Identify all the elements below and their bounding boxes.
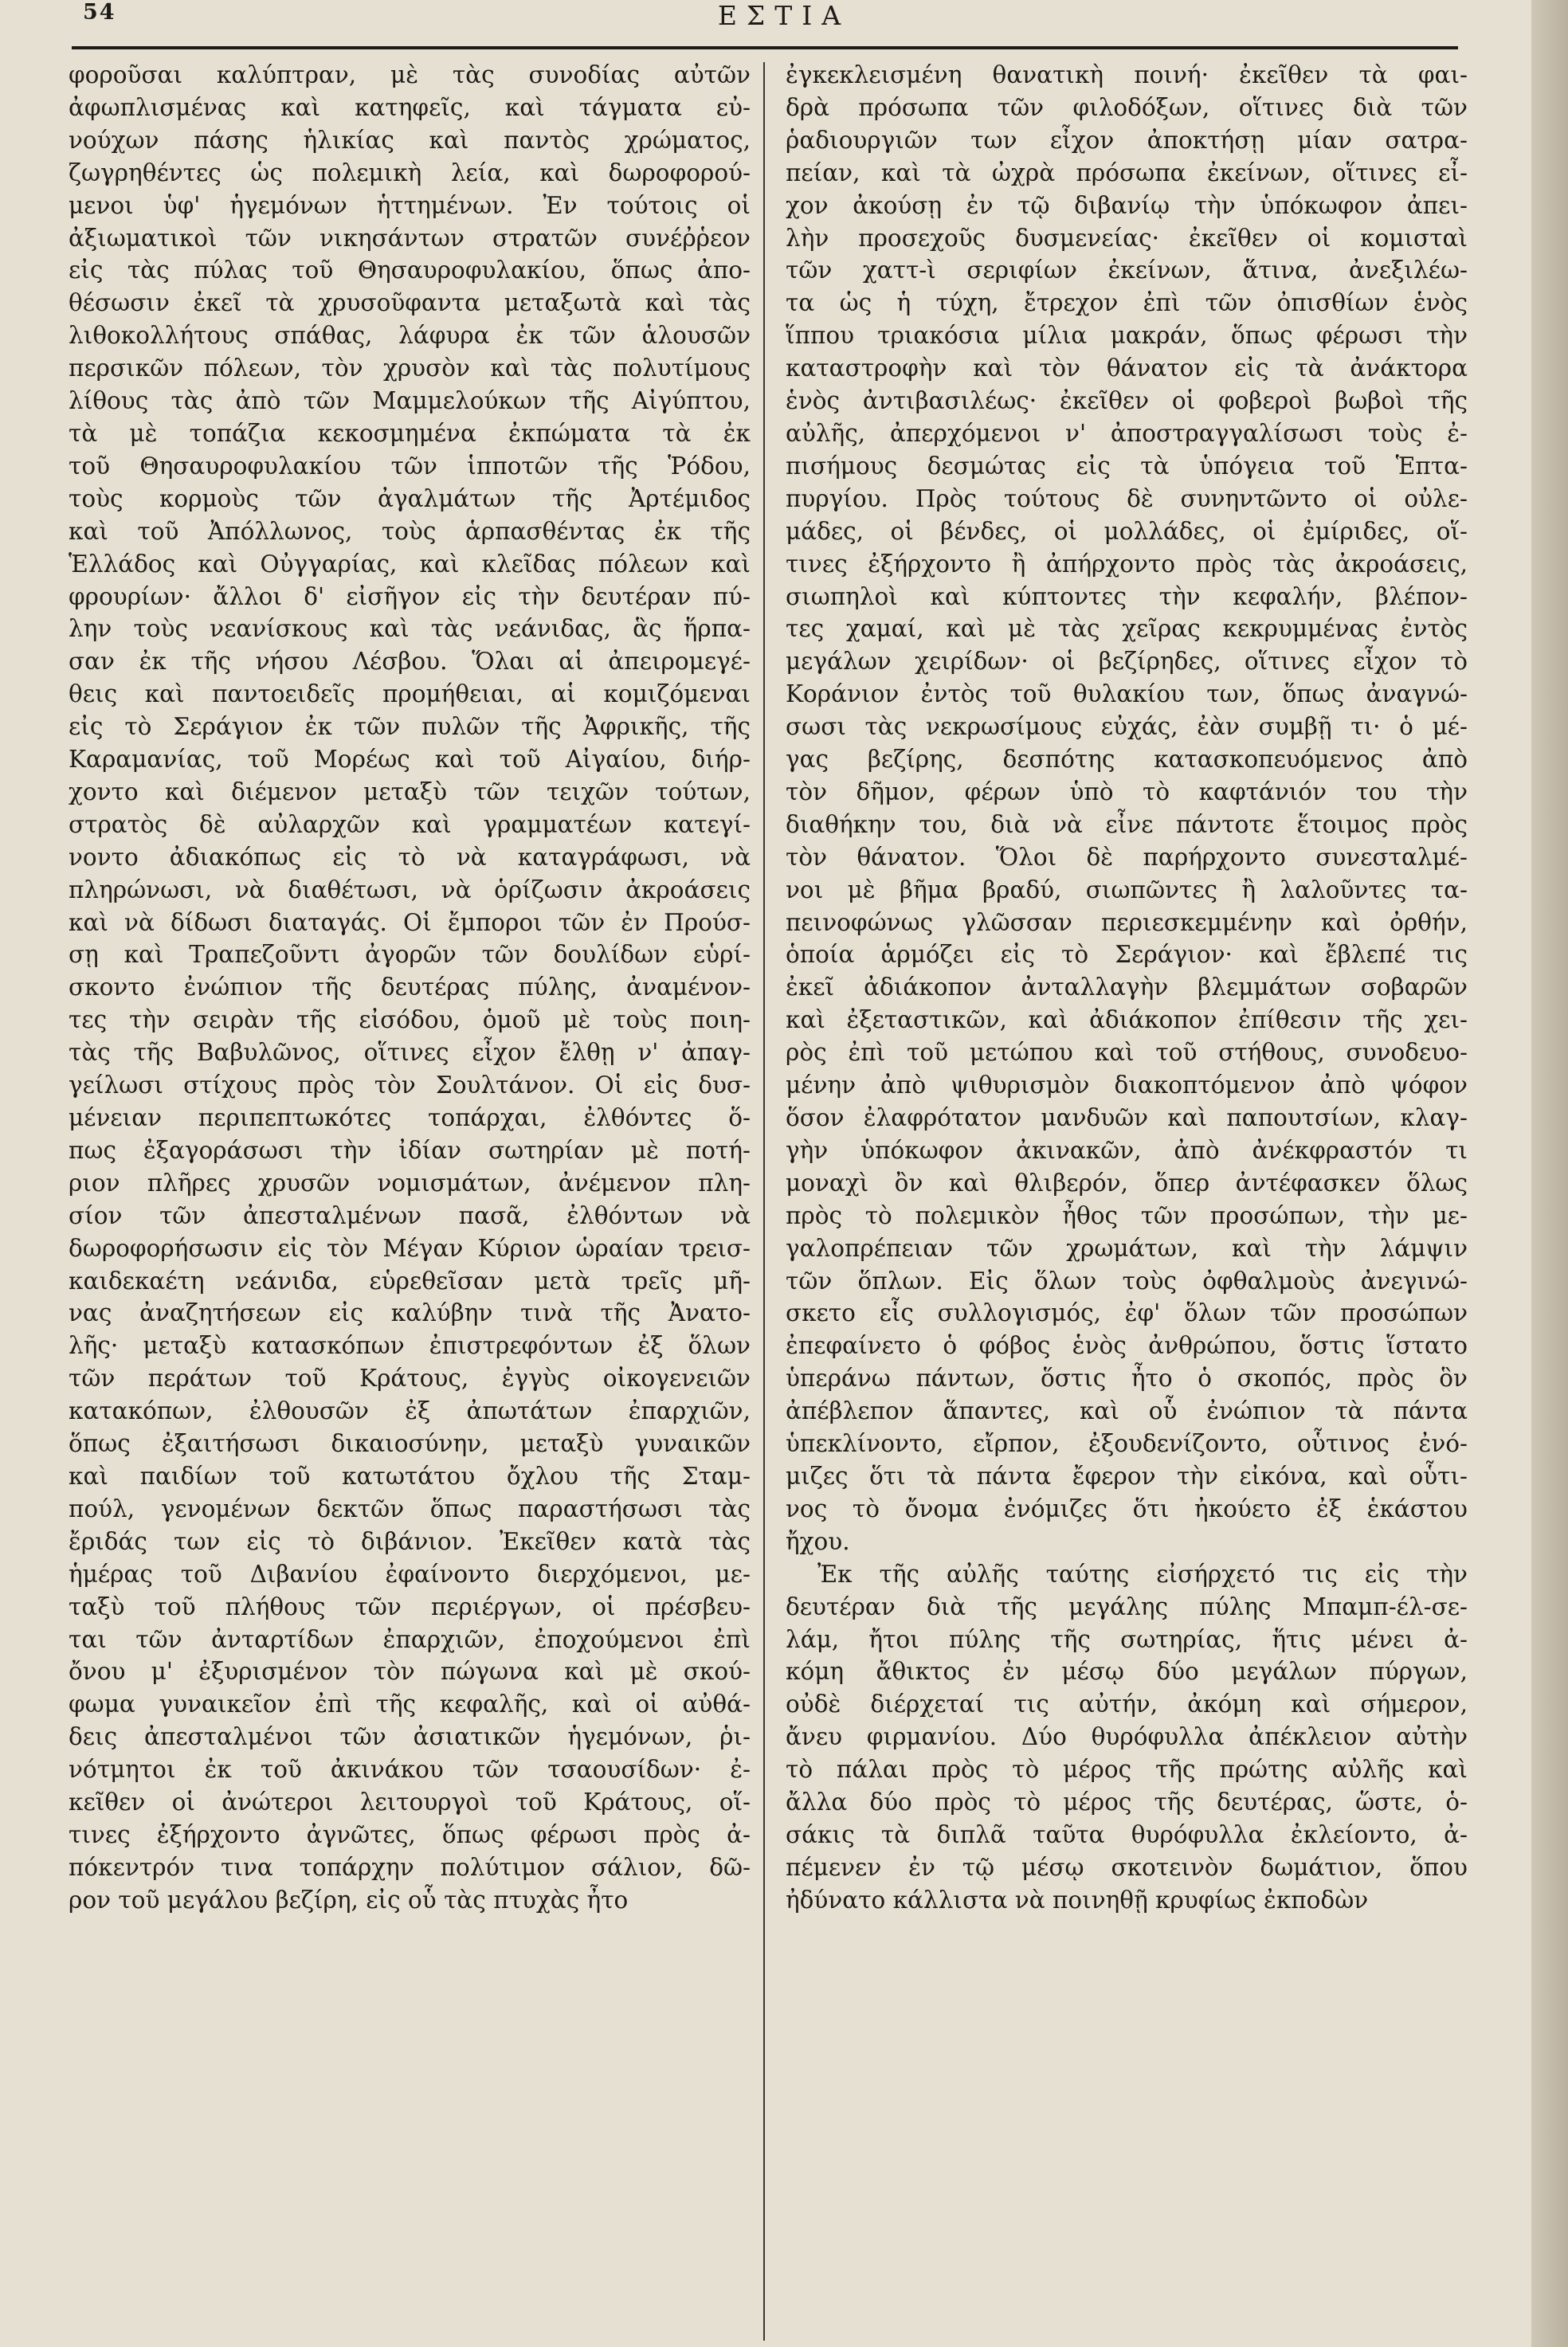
text-line: ὑπεράνω πάντων, ὅστις ἦτο ὁ σκοπός, πρὸς ὃν [786,1365,1468,1393]
text-line: Ἐκ τῆς αὐλῆς ταύτης εἰσήρχετό τις εἰς τὴν [817,1560,1468,1588]
text-line: καὶ τοῦ Ἀπόλλωνος, τοὺς ἁρπασθέντας ἐκ τῆς [69,517,751,545]
text-line: τινες ἐξήρχοντο ἢ ἀπήρχοντο πρὸς τὰς ἀκροάσεις, [786,550,1468,578]
page-header [0,0,1458,37]
text-line: ἀφωπλισμένας καὶ κατηφεῖς, καὶ τάγματα εὐ- [69,93,751,121]
text-line: ἡμέρας τοῦ Διβανίου ἐφαίνοντο διερχόμενοι, με- [69,1560,751,1588]
text-line: τῶν ὅπλων. Εἰς ὅλων τοὺς ὀφθαλμοὺς ἀνεγινώ- [786,1267,1468,1295]
page-edge [1531,0,1568,2347]
header-rule [72,46,1458,49]
text-line: ὄνου μ' ἐξυρισμένον τὸν πώγωνα καὶ μὲ σκού- [69,1658,751,1686]
text-line: σωσι τὰς νεκρωσίμους εὐχάς, ἐὰν συμβῇ τι· ὁ μέ- [786,713,1468,741]
text-line: σκετο εἷς συλλογισμός, ἐφ' ὅλων τῶν προσώπων [786,1299,1468,1327]
text-line: ἔριδάς των εἰς τὸ διβάνιον. Ἐκεῖθεν κατὰ τὰς [69,1527,751,1555]
text-line: κεῖθεν οἱ ἀνώτεροι λειτουργοὶ τοῦ Κράτους, οἵ- [69,1789,751,1816]
text-line: τα ὡς ἡ τύχη, ἔτρεχον ἐπὶ τῶν ὀπισθίων ἑνὸς [786,289,1468,317]
text-line: νοι μὲ βῆμα βραδύ, σιωπῶντες ἢ λαλοῦντες τα- [786,876,1468,903]
text-line: ὅπως ἐξαιτήσωσι δικαιοσύνην, μεταξὺ γυναικῶν [69,1430,751,1458]
text-line: φρουρίων· ἄλλοι δ' εἰσῆγον εἰς τὴν δευτέραν πύ- [69,582,751,610]
text-line: καὶ ἐξεταστικῶν, καὶ ἀδιάκοπον ἐπίθεσιν τῆς χει- [786,1006,1468,1034]
text-line: σίον τῶν ἀπεσταλμένων πασᾶ, ἐλθόντων νὰ [69,1201,751,1229]
text-line: ὅσον ἐλαφρότατον μανδυῶν καὶ παπουτσίων, κλαγ- [786,1104,1468,1131]
text-line: τοῦ Θησαυροφυλακίου τῶν ἱπποτῶν τῆς Ῥόδου, [69,452,751,480]
text-line: καιδεκαέτη νεάνιδα, εὑρεθεῖσαν μετὰ τρεῖς μῆ- [69,1267,751,1295]
text-line: διαθήκην του, διὰ νὰ εἶνε πάντοτε ἕτοιμος πρὸς [786,810,1468,838]
text-line: λίθους τὰς ἀπὸ τῶν Μαμμελούκων τῆς Αἰγύπτου, [69,387,751,415]
text-line: θέσωσιν ἐκεῖ τὰ χρυσοῦφαντα μεταξωτὰ καὶ τὰς [69,289,751,317]
text-line: ἐκεῖ ἀδιάκοπον ἀνταλλαγὴν βλεμμάτων σοβαρῶν [786,974,1468,1001]
text-line: ὑπεκλίνοντο, εἴρπον, ἐξουδενίζοντο, οὗτινος ἐνό- [786,1430,1468,1458]
text-line: Καραμανίας, τοῦ Μορέως καὶ τοῦ Αἰγαίου, διήρ- [69,746,751,774]
text-line: χοντο καὶ διέμενον μεταξὺ τῶν τειχῶν τούτων, [69,778,751,805]
text-line: πείαν, καὶ τὰ ὠχρὰ πρόσωπα ἐκείνων, οἵτινες εἶ- [786,159,1468,186]
text-line: ζωγρηθέντες ὡς πολεμικὴ λεία, καὶ δωροφορού- [69,159,751,186]
text-line: ἠδύνατο κάλλιστα νὰ ποινηθῇ κρυφίως ἐκποδὼν [786,1886,1369,1914]
text-line: οὐδὲ διέρχεταί τις αὐτήν, ἀκόμη καὶ σήμερον, [786,1691,1468,1718]
left-column [69,59,751,2337]
text-line: πέμενεν ἐν τῷ μέσῳ σκοτεινὸν δωμάτιον, ὅπου [786,1853,1468,1881]
text-line: περσικῶν πόλεων, τὸν χρυσὸν καὶ τὰς πολυτίμους [69,355,751,382]
text-line: ἄνευ φιρμανίου. Δύο θυρόφυλλα ἀπέκλειον αὐτὴν [786,1723,1468,1751]
text-line: τὸν θάνατον. Ὅλοι δὲ παρήρχοντο συνεσταλμέ- [786,843,1468,871]
column-divider [763,62,765,2341]
text-line: Κοράνιον ἐντὸς τοῦ θυλακίου των, ὅπως ἀναγνώ- [786,680,1468,708]
text-line: τες τὴν σειρὰν τῆς εἰσόδου, ὁμοῦ μὲ τοὺς ποιη- [69,1006,751,1034]
text-line: μεγάλων χειρίδων· οἱ βεζίρηδες, οἵτινες εἶχον τὸ [786,648,1468,676]
running-title: ΕΣΤΙΑ [717,0,851,31]
text-line: μενοι ὑφ' ἡγεμόνων ἡττημένων. Ἐν τούτοις οἱ [69,191,751,219]
text-line: ριον πλῆρες χρυσῶν νομισμάτων, ἀνέμενον πλη- [69,1169,751,1197]
text-line: γαλοπρέπειαν τῶν χρωμάτων, καὶ τὴν λάμψιν [786,1234,1468,1262]
text-line: γείλωσι στίχους πρὸς τὸν Σουλτάνον. Οἱ εἰς δυσ- [69,1072,751,1099]
text-line: δευτέραν διὰ τῆς μεγάλης πύλης Μπαμπ-έλ-σε- [786,1593,1468,1620]
right-column [786,59,1468,2337]
text-line: ἵππου τριακόσια μίλια μακράν, ὅπως φέρωσι τὴν [786,322,1468,350]
text-line: αὐλῆς, ἀπερχόμενοι ν' ἀποστραγγαλίσωσι τοὺς ἐ- [786,419,1468,447]
text-line: ἑνὸς ἀντιβασιλέως· ἐκεῖθεν οἱ φοβεροὶ βωβοὶ τῆς [786,387,1468,415]
text-line: ταξὺ τοῦ πλήθους τῶν περιέργων, οἱ πρέσβευ- [69,1593,751,1620]
text-line: εἰς τὰς πύλας τοῦ Θησαυροφυλακίου, ὅπως ἀπο- [69,257,751,284]
text-line: νος τὸ ὄνομα ἐνόμιζες ὅτι ἠκούετο ἐξ ἑκάστου [786,1495,1468,1522]
text-line: πόκεντρόν τινα τοπάρχην πολύτιμον σάλιον, δῶ- [69,1853,751,1881]
text-line: κόμη ἄθικτος ἐν μέσῳ δύο μεγάλων πύργων, [786,1658,1468,1686]
text-line: πυργίου. Πρὸς τούτους δὲ συνηντῶντο οἱ οὐλε- [786,484,1468,512]
text-line: μένην ἀπὸ ψιθυρισμὸν διακοπτόμενον ἀπὸ ψόφον [786,1072,1468,1099]
text-line: ὁποία ἁρμόζει εἰς τὸ Σεράγιον· καὶ ἔβλεπέ τις [786,941,1468,969]
text-line: θεις καὶ παντοειδεῖς προμήθειαι, αἱ κομιζόμεναι [69,680,751,708]
text-line: μοναχὶ ὂν καὶ θλιβερόν, ὅπερ ἀντέφασκεν ὅλως [786,1169,1468,1197]
text-line: χον ἀκούσῃ ἐν τῷ διβανίῳ τὴν ὑπόκωφον ἀπει- [786,191,1468,219]
text-line: μένειαν περιπεπτωκότες τοπάρχαι, ἐλθόντες ὅ- [69,1104,751,1131]
text-line: ρον τοῦ μεγάλου βεζίρη, εἰς οὗ τὰς πτυχὰς ἦτο [69,1886,629,1914]
text-line: πως ἐξαγοράσωσι τὴν ἰδίαν σωτηρίαν μὲ ποτή- [69,1136,751,1164]
text-line: φοροῦσαι καλύπτραν, μὲ τὰς συνοδίας αὐτῶν [69,61,751,88]
text-line: δρὰ πρόσωπα τῶν φιλοδόξων, οἵτινες διὰ τῶν [786,93,1468,121]
text-line: τὰ μὲ τοπάζια κεκοσμημένα ἐκπώματα τὰ ἐκ [69,419,751,447]
text-line: πισήμους δεσμώτας εἰς τὰ ὑπόγεια τοῦ Ἑπτα- [786,452,1468,480]
text-line: ται τῶν ἀνταρτίδων ἐπαρχιῶν, ἐποχούμενοι ἐπὶ [69,1625,751,1653]
text-line: ῥαδιουργιῶν των εἶχον ἀποκτήσῃ μίαν σατρα- [786,126,1468,154]
text-line: πεινοφώνως γλῶσσαν περιεσκεμμένην καὶ ὀρθήν, [786,908,1468,936]
text-line: ἤχου. [786,1527,850,1555]
text-line: ἐγκεκλεισμένη θανατικὴ ποινή· ἐκεῖθεν τὰ φαι- [786,61,1468,88]
text-line: λῆς· μεταξὺ κατασκόπων ἐπιστρεφόντων ἐξ ὅλων [69,1332,751,1360]
text-line: τῶν χαττ-ὶ σεριφίων ἐκείνων, ἅτινα, ἀνεξιλέω- [786,257,1468,284]
text-line: νας ἀναζητήσεων εἰς καλύβην τινὰ τῆς Ἀνατο- [69,1299,751,1327]
text-line: σῃ καὶ Τραπεζοῦντι ἀγορῶν τῶν δουλίδων εὑρί- [69,941,751,969]
text-line: καὶ παιδίων τοῦ κατωτάτου ὄχλου τῆς Σταμ- [69,1462,751,1490]
text-line: δωροφορήσωσιν εἰς τὸν Μέγαν Κύριον ὡραίαν τρεισ- [69,1234,751,1262]
text-line: σαν ἐκ τῆς νήσου Λέσβου. Ὅλαι αἱ ἀπειρομεγέ- [69,648,751,676]
text-line: γὴν ὑπόκωφον ἀκινακῶν, ἀπὸ ἀνέκφραστόν τι [786,1136,1468,1164]
text-line: τινες ἐξήρχοντο ἀγνῶτες, ὅπως φέρωσι πρὸς ἀ- [69,1820,751,1848]
text-line: στρατὸς δὲ αὐλαρχῶν καὶ γραμματέων κατεγί- [69,810,751,838]
text-line: νούχων πάσης ἡλικίας καὶ παντὸς χρώματος, [69,126,751,154]
text-line: Ἑλλάδος καὶ Οὐγγαρίας, καὶ κλεῖδας πόλεων καὶ [69,550,751,578]
text-line: πρὸς τὸ πολεμικὸν ἦθος τῶν προσώπων, τὴν με- [786,1201,1468,1229]
text-line: νοντο ἀδιακόπως εἰς τὸ νὰ καταγράφωσι, νὰ [69,843,751,871]
text-line: σιωπηλοὶ καὶ κύπτοντες τὴν κεφαλήν, βλέπον- [786,582,1468,610]
text-line: κατακόπων, ἐλθουσῶν ἐξ ἀπωτάτων ἐπαρχιῶν, [69,1397,751,1425]
text-line: τες χαμαί, καὶ μὲ τὰς χεῖρας κεκρυμμένας ἐντὸς [786,615,1468,643]
text-line: ἀξιωματικοὶ τῶν νικησάντων στρατῶν συνέῤῥεον [69,224,751,252]
text-line: φωμα γυναικεῖον ἐπὶ τῆς κεφαλῆς, καὶ οἱ αὐθά- [69,1691,751,1718]
text-line: ρὸς ἐπὶ τοῦ μετώπου καὶ τοῦ στήθους, συνοδευο- [786,1039,1468,1067]
text-line: σάκις τὰ διπλᾶ ταῦτα θυρόφυλλα ἐκλείοντο, ἀ- [786,1820,1468,1848]
text-line: λην τοὺς νεανίσκους καὶ τὰς νεάνιδας, ἃς ἥρπα- [69,615,751,643]
text-line: γας βεζίρης, δεσπότης κατασκοπευόμενος ἀπὸ [786,746,1468,774]
text-line: νότμητοι ἐκ τοῦ ἀκινάκου τῶν τσαουσίδων· ἐ- [69,1756,751,1784]
text-line: σκοντο ἐνώπιον τῆς δευτέρας πύλης, ἀναμένον- [69,974,751,1001]
text-line: καὶ νὰ δίδωσι διαταγάς. Οἱ ἔμποροι τῶν ἐν Προύσ- [69,908,751,936]
text-line: τῶν περάτων τοῦ Κράτους, ἐγγὺς οἰκογενειῶν [69,1365,751,1393]
text-line: ἐπεφαίνετο ὁ φόβος ἑνὸς ἀνθρώπου, ὅστις ἵστατο [786,1332,1468,1360]
text-line: πούλ, γενομένων δεκτῶν ὅπως παραστήσωσι τὰς [69,1495,751,1522]
text-line: ἄλλα δύο πρὸς τὸ μέρος τῆς δευτέρας, ὥστε, ὁ- [786,1789,1468,1816]
text-line: τοὺς κορμοὺς τῶν ἀγαλμάτων τῆς Ἀρτέμιδος [69,484,751,512]
page-number: 54 [83,0,116,25]
text-line: ἀπέβλεπον ἅπαντες, καὶ οὗ ἐνώπιον τὰ πάντα [786,1397,1468,1425]
text-line: μιζες ὅτι τὰ πάντα ἔφερον τὴν εἰκόνα, καὶ οὗτι- [786,1462,1468,1490]
text-line: λὴν προσεχοῦς δυσμενείας· ἐκεῖθεν οἱ κομισταὶ [786,224,1468,252]
text-line: τὸ πάλαι πρὸς τὸ μέρος τῆς πρώτης αὐλῆς καὶ [786,1756,1468,1784]
text-line: εἰς τὸ Σεράγιον ἐκ τῶν πυλῶν τῆς Ἀφρικῆς, τῆς [69,713,751,741]
text-line: καταστροφὴν καὶ τὸν θάνατον εἰς τὰ ἀνάκτορα [786,355,1468,382]
text-line: τὸν δῆμον, φέρων ὑπὸ τὸ καφτάνιόν του τὴν [786,778,1468,805]
text-line: πληρώνωσι, νὰ διαθέτωσι, νὰ ὁρίζωσιν ἀκροάσεις [69,876,751,903]
text-line: μάδες, οἱ βένδες, οἱ μολλάδες, οἱ ἐμίριδες, οἵ- [786,517,1468,545]
text-line: λιθοκολλήτους σπάθας, λάφυρα ἐκ τῶν ἁλουσῶν [69,322,751,350]
text-line: λάμ, ἤτοι πύλης τῆς σωτηρίας, ἥτις μένει ἀ- [786,1625,1468,1653]
text-line: δεις ἀπεσταλμένοι τῶν ἀσιατικῶν ἡγεμόνων, ῥι- [69,1723,751,1751]
text-line: τὰς τῆς Βαβυλῶνος, οἵτινες εἶχον ἔλθῃ ν' ἀπαγ- [69,1039,751,1067]
